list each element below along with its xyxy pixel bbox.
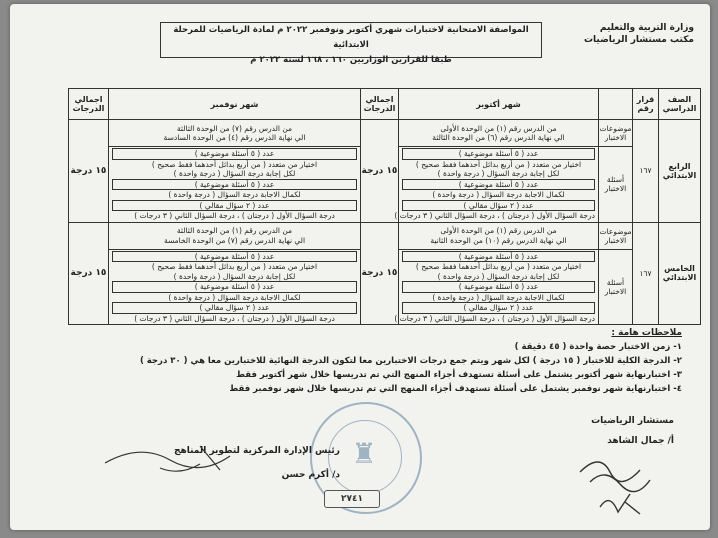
topic-line: من الدرس رقم (١) من الوحدة الأولى xyxy=(440,226,557,235)
table-row xyxy=(69,120,701,147)
question-line: عدد ( ٥ أسئلة موضوعية ) xyxy=(402,251,595,263)
october-total: ١٥ درجة xyxy=(361,222,399,325)
question-line: لكمال الاجابة درجة السؤال ( درجة واحدة ) xyxy=(168,190,301,199)
question-line: لكل إجابة درجة السؤال ( درجة واحدة ) xyxy=(173,271,296,281)
header-october: شهر أكتوبر xyxy=(399,89,599,120)
question-line: عدد ( ٥ أسئلة موضوعية ) xyxy=(402,281,595,293)
question-line: عدد ( ٢ سؤال مقالي ) xyxy=(402,200,595,212)
topic-line: الي نهاية الدرس رقم (١٠) من الوحدة الثانية xyxy=(430,235,567,245)
decree-cell: ١٦٧ xyxy=(633,120,659,223)
question-line: اختيار من متعدد ( من أربع بدائل أحدهما فقط صحيح ) xyxy=(151,159,318,169)
october-topics xyxy=(399,120,599,147)
november-total: ١٥ درجة xyxy=(69,222,109,325)
question-line: اختيار من متعدد ( من أربع بدائل أحدهما فقط صحيح ) xyxy=(415,262,582,271)
document-title-line1: المواصفة الامتحانية لاختبارات شهري أكتوبر ونوفمبر ٢٠٢٢ م لمادة الرياضيات للمرحلة الابتدائية xyxy=(173,25,529,50)
note-item: ٤- اختبارنهاية شهر نوفمبر يشتمل على أسئلة تستهدف أجزاء المنهج التي تم تدريسها خلال شهر نوفمبر فقط xyxy=(229,384,682,394)
question-line: عدد ( ٢ سؤال مقالي ) xyxy=(402,302,595,314)
question-line: لكمال الاجابة درجة السؤال ( درجة واحدة ) xyxy=(168,292,301,302)
office-name: مكتب مستشار الرياضيات xyxy=(583,35,694,45)
header-label-spacer xyxy=(599,89,633,120)
topic-line: من الدرس رقم (٧) من الوحدة الثالثة xyxy=(176,123,293,133)
header-decree: قرار رقم xyxy=(633,89,659,120)
question-line: عدد ( ٥ أسئلة موضوعية ) xyxy=(112,251,357,263)
header-oct-total: اجمالي الدرجات xyxy=(361,89,399,120)
question-line: عدد ( ٥ أسئلة موضوعية ) xyxy=(402,148,595,160)
questions-label: أسئلة الاختبار xyxy=(599,249,633,325)
note-item: ١- زمن الاختبار حصة واحدة ( ٤٥ دقيقة ) xyxy=(514,342,682,352)
ministry-header xyxy=(534,22,694,46)
question-line: درجة السؤال الأول ( درجتان ) ، درجة السؤال الثاني ( ٣ درجات ) xyxy=(394,211,595,220)
center-title: رئيس الإدارة المركزية لتطوير المناهج xyxy=(174,446,340,456)
center-handwritten-signature xyxy=(100,438,260,478)
document-title-box xyxy=(160,22,542,65)
exam-spec-table xyxy=(68,88,701,325)
question-line: عدد ( ٥ أسئلة موضوعية ) xyxy=(112,148,357,160)
topic-line: الي نهاية الدرس رقم (٤) من الوحدة السادسة xyxy=(163,133,306,142)
question-line: عدد ( ٥ أسئلة موضوعية ) xyxy=(112,179,357,191)
question-line: لكمال الاجابة درجة السؤال ( درجة واحدة ) xyxy=(432,292,565,302)
question-line: اختيار من متعدد ( من أربع بدائل أحدهما فقط صحيح ) xyxy=(151,262,318,271)
topics-label: موضوعات الاختبار xyxy=(599,222,633,249)
question-line: عدد ( ٢ سؤال مقالي ) xyxy=(112,302,357,314)
question-line: عدد ( ٢ سؤال مقالي ) xyxy=(112,200,357,212)
november-topics xyxy=(109,120,361,147)
november-questions xyxy=(109,147,361,223)
question-line: درجة السؤال الأول ( درجتان ) ، درجة السؤال الثاني ( ٣ درجات ) xyxy=(134,211,335,220)
october-total: ١٥ درجة xyxy=(361,120,399,223)
advisor-handwritten-signature xyxy=(570,452,660,522)
advisor-title: مستشار الرياضيات xyxy=(591,416,674,426)
topic-line: الي نهاية الدرس رقم (٧) من الوحدة الخامسة xyxy=(163,235,306,245)
october-questions xyxy=(394,249,599,325)
question-line: درجة السؤال الأول ( درجتان ) ، درجة السؤال الثاني ( ٣ درجات ) xyxy=(134,313,335,323)
topic-line: من الدرس رقم (١) من الوحدة الثالثة xyxy=(176,226,293,235)
question-line: اختيار من متعدد ( من أربع بدائل أحدهما فقط صحيح ) xyxy=(415,159,582,169)
october-questions xyxy=(394,147,599,223)
header-november: شهر نوفمبر xyxy=(109,89,361,120)
question-line: درجة السؤال الأول ( درجتان ) ، درجة السؤال الثاني ( ٣ درجات ) xyxy=(394,313,595,323)
document-title-line2: طبقا للقرارين الوزاريين ١٦٠ ، ١٦٨ لسنة ٢٠٢٢ م xyxy=(250,55,452,65)
document-page xyxy=(10,4,710,530)
november-questions xyxy=(109,249,361,325)
notes-title: ملاحظات هامة : xyxy=(611,328,682,338)
november-total: ١٥ درجة xyxy=(69,120,109,223)
topic-line: الي نهاية الدرس رقم (٦) من الوحدة الثالثة xyxy=(432,133,565,142)
topics-label: موضوعات الاختبار xyxy=(599,120,633,147)
table-header-row xyxy=(69,89,701,120)
table-row xyxy=(69,222,701,249)
question-line: عدد ( ٥ أسئلة موضوعية ) xyxy=(112,281,357,293)
question-line: لكل إجابة درجة السؤال ( درجة واحدة ) xyxy=(437,271,560,281)
grade-cell: الخامس الابتدائي xyxy=(659,222,701,325)
questions-label: أسئلة الاختبار xyxy=(599,147,633,223)
question-line: لكل إجابة درجة السؤال ( درجة واحدة ) xyxy=(173,169,296,178)
decree-cell: ١٦٧ xyxy=(633,222,659,325)
topic-line: من الدرس رقم (١) من الوحدة الأولى xyxy=(440,123,557,133)
october-topics xyxy=(399,222,599,249)
advisor-signature-block xyxy=(494,416,674,446)
question-line: لكمال الاجابة درجة السؤال ( درجة واحدة ) xyxy=(432,190,565,199)
ministry-name: وزارة التربية والتعليم xyxy=(599,23,694,33)
center-name: د/ أكرم حسن xyxy=(281,470,340,480)
note-item: ٣- اختبارنهاية شهر أكتوبر يشتمل على أسئلة تستهدف أجزاء المنهج التي تم تدريسها خلال شهر أكتوبر فقط xyxy=(236,370,682,380)
header-nov-total: اجمالي الدرجات xyxy=(69,89,109,120)
notes-list xyxy=(42,340,682,396)
serial-stamp: ٢٧٤١ xyxy=(324,490,380,508)
notes-section xyxy=(42,326,682,396)
question-line: لكل إجابة درجة السؤال ( درجة واحدة ) xyxy=(437,169,560,178)
eagle-emblem-icon: ♜ xyxy=(351,437,377,470)
question-line: عدد ( ٥ أسئلة موضوعية ) xyxy=(402,179,595,191)
header-grade: الصف الدراسي xyxy=(659,89,701,120)
grade-cell: الرابع الابتدائي xyxy=(659,120,701,223)
november-topics xyxy=(109,222,361,249)
advisor-name: أ/ جمال الشاهد xyxy=(607,436,674,446)
note-item: ٢- الدرجة الكلية للاختبار ( ١٥ درجة ) لكل شهر ويتم جمع درجات الاختبارين معا لتكون الدرجة النهائية للاختبارين معا هي ( ٣٠ درجة ) xyxy=(139,356,682,366)
